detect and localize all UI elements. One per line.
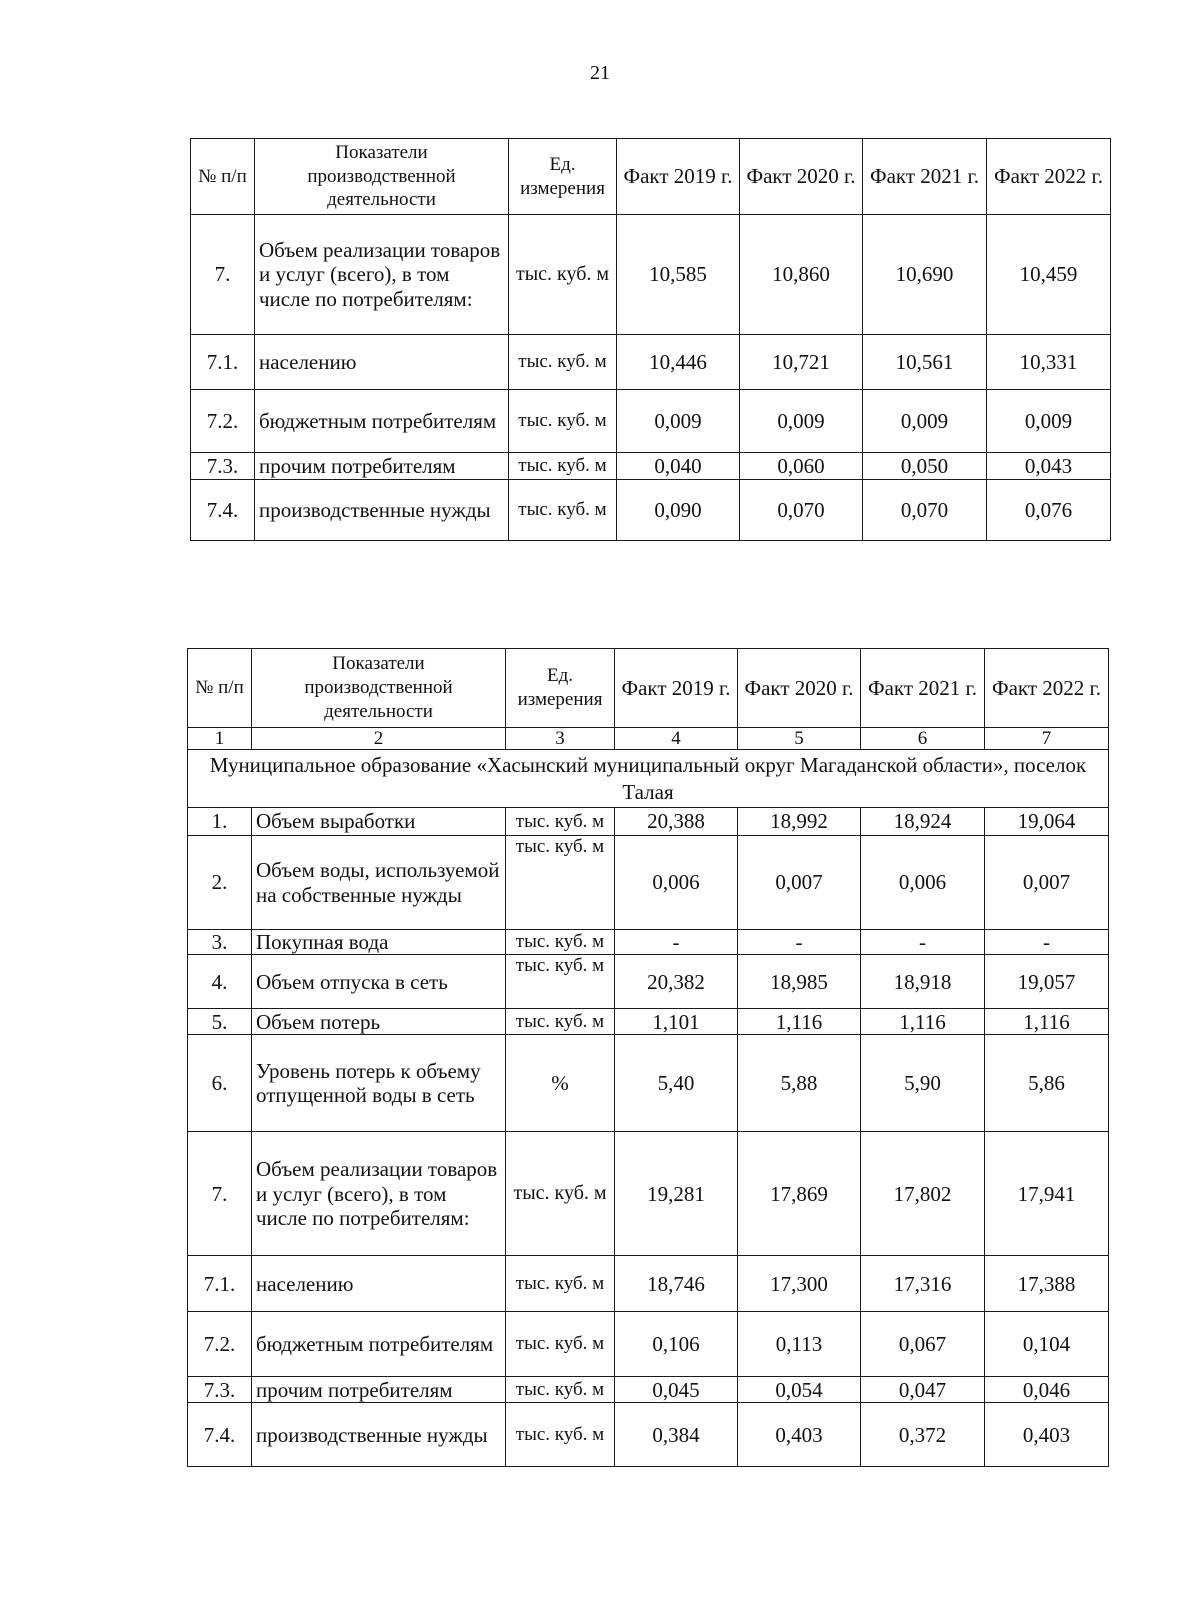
table-row [188,836,1109,930]
table-row [188,1377,1109,1403]
row-value-2022: 0,043 [987,453,1111,480]
row-unit: тыс. куб. м [509,480,617,541]
row-value-2019: 20,388 [615,808,738,836]
table-header-row [188,649,1109,728]
row-unit: тыс. куб. м [506,1256,615,1312]
table-row [191,453,1111,480]
row-name: Объем воды, используемой на собственные нужды [252,836,506,930]
header-year-2022: Факт 2022 г. [985,649,1109,728]
table-row [188,955,1109,1009]
row-num: 2. [188,836,252,930]
row-name: бюджетным потребителям [252,1312,506,1377]
row-unit: тыс. куб. м [506,930,615,955]
row-unit: тыс. куб. м [506,808,615,836]
row-num: 1. [188,808,252,836]
column-number: 6 [861,728,985,750]
row-value-2019: 0,090 [617,480,740,541]
row-num: 7.3. [188,1377,252,1403]
row-unit: тыс. куб. м [509,390,617,453]
row-unit: тыс. куб. м [506,1403,615,1467]
indicators-table-talaya [187,648,1109,1467]
row-value-2022: 19,064 [985,808,1109,836]
row-name: населению [255,335,509,390]
header-year-2021: Факт 2021 г. [863,139,987,215]
header-year-2019: Факт 2019 г. [615,649,738,728]
row-name: Объем потерь [252,1009,506,1035]
column-number: 1 [188,728,252,750]
column-number: 4 [615,728,738,750]
row-value-2019: 0,040 [617,453,740,480]
row-value-2021: 0,372 [861,1403,985,1467]
column-number: 5 [738,728,861,750]
row-value-2022: 5,86 [985,1035,1109,1132]
row-num: 7.1. [188,1256,252,1312]
table-row [188,1132,1109,1256]
row-value-2020: 5,88 [738,1035,861,1132]
header-indicator: Показатели производственной деятельности [255,139,509,215]
row-value-2019: 0,006 [615,836,738,930]
header-indicator: Показатели производственной деятельности [252,649,506,728]
row-value-2020: 10,860 [740,215,863,335]
row-value-2020: 17,300 [738,1256,861,1312]
row-value-2022: 0,104 [985,1312,1109,1377]
row-unit: тыс. куб. м [506,955,615,1009]
row-value-2019: 0,045 [615,1377,738,1403]
page-number: 21 [590,62,610,84]
row-value-2022: 0,403 [985,1403,1109,1467]
row-value-2019: - [615,930,738,955]
row-value-2021: 0,009 [863,390,987,453]
row-value-2021: 5,90 [861,1035,985,1132]
row-value-2021: 18,918 [861,955,985,1009]
row-name: производственные нужды [255,480,509,541]
row-value-2020: 17,869 [738,1132,861,1256]
row-value-2020: 0,060 [740,453,863,480]
row-value-2019: 5,40 [615,1035,738,1132]
row-value-2020: 10,721 [740,335,863,390]
table-row [188,1009,1109,1035]
header-unit: Ед. измерения [509,139,617,215]
row-name: Объем выработки [252,808,506,836]
section-title: Муниципальное образование «Хасынский муниципальный округ Магаданской области», поселок Талая [188,750,1109,808]
row-unit: тыс. куб. м [506,1132,615,1256]
row-value-2020: 0,054 [738,1377,861,1403]
row-num: 7.2. [188,1312,252,1377]
row-unit: тыс. куб. м [506,1312,615,1377]
row-unit: тыс. куб. м [506,1377,615,1403]
header-year-2020: Факт 2020 г. [740,139,863,215]
column-number: 3 [506,728,615,750]
header-unit: Ед. измерения [506,649,615,728]
row-name: Объем реализации товаров и услуг (всего), в том числе по потребителям: [252,1132,506,1256]
table-header-row [191,139,1111,215]
row-num: 7.3. [191,453,255,480]
row-name: Уровень потерь к объему отпущенной воды в сеть [252,1035,506,1132]
row-num: 7. [191,215,255,335]
row-num: 7. [188,1132,252,1256]
row-value-2021: 0,047 [861,1377,985,1403]
row-name: производственные нужды [252,1403,506,1467]
row-unit: тыс. куб. м [506,1009,615,1035]
row-value-2022: 19,057 [985,955,1109,1009]
row-value-2021: - [861,930,985,955]
row-name: Объем реализации товаров и услуг (всего), в том числе по потребителям: [255,215,509,335]
row-value-2020: 18,985 [738,955,861,1009]
table-row [191,390,1111,453]
row-name: населению [252,1256,506,1312]
row-value-2020: 0,007 [738,836,861,930]
row-value-2021: 17,316 [861,1256,985,1312]
table-row [188,808,1109,836]
row-value-2020: 0,070 [740,480,863,541]
row-unit: тыс. куб. м [509,453,617,480]
table-row [188,1312,1109,1377]
row-value-2022: 0,076 [987,480,1111,541]
row-value-2019: 0,106 [615,1312,738,1377]
row-value-2021: 0,070 [863,480,987,541]
row-value-2022: 0,046 [985,1377,1109,1403]
row-unit: тыс. куб. м [509,335,617,390]
row-value-2021: 18,924 [861,808,985,836]
header-num: № п/п [191,139,255,215]
row-value-2022: 17,388 [985,1256,1109,1312]
header-year-2022: Факт 2022 г. [987,139,1111,215]
row-value-2019: 0,009 [617,390,740,453]
column-number: 2 [252,728,506,750]
row-value-2021: 10,561 [863,335,987,390]
table-row [188,930,1109,955]
row-unit: % [506,1035,615,1132]
header-year-2020: Факт 2020 г. [738,649,861,728]
row-unit: тыс. куб. м [506,836,615,930]
section-row [188,750,1109,808]
row-value-2022: 0,009 [987,390,1111,453]
row-value-2022: 0,007 [985,836,1109,930]
row-value-2020: 0,403 [738,1403,861,1467]
row-num: 7.4. [191,480,255,541]
row-num: 6. [188,1035,252,1132]
row-value-2021: 17,802 [861,1132,985,1256]
header-year-2019: Факт 2019 г. [617,139,740,215]
row-value-2021: 0,067 [861,1312,985,1377]
table-row [188,1256,1109,1312]
row-name: бюджетным потребителям [255,390,509,453]
table-row [188,1403,1109,1467]
row-num: 4. [188,955,252,1009]
table-row [191,480,1111,541]
row-value-2019: 10,446 [617,335,740,390]
header-num: № п/п [188,649,252,728]
row-value-2019: 1,101 [615,1009,738,1035]
row-value-2021: 0,050 [863,453,987,480]
table-row [191,215,1111,335]
row-value-2019: 0,384 [615,1403,738,1467]
table-row [191,335,1111,390]
row-value-2022: 10,459 [987,215,1111,335]
row-value-2021: 1,116 [861,1009,985,1035]
row-name: прочим потребителям [255,453,509,480]
row-value-2021: 10,690 [863,215,987,335]
row-num: 7.4. [188,1403,252,1467]
header-year-2021: Факт 2021 г. [861,649,985,728]
row-unit: тыс. куб. м [509,215,617,335]
row-name: Объем отпуска в сеть [252,955,506,1009]
row-value-2021: 0,006 [861,836,985,930]
row-value-2020: 1,116 [738,1009,861,1035]
row-value-2020: 0,113 [738,1312,861,1377]
row-value-2022: 10,331 [987,335,1111,390]
row-value-2020: - [738,930,861,955]
row-value-2022: 17,941 [985,1132,1109,1256]
row-value-2022: - [985,930,1109,955]
column-number-row [188,728,1109,750]
table-row [188,1035,1109,1132]
row-value-2019: 20,382 [615,955,738,1009]
indicators-table-continued [190,138,1111,541]
row-name: прочим потребителям [252,1377,506,1403]
column-number: 7 [985,728,1109,750]
row-name: Покупная вода [252,930,506,955]
row-value-2019: 18,746 [615,1256,738,1312]
row-value-2020: 18,992 [738,808,861,836]
row-value-2019: 10,585 [617,215,740,335]
row-num: 7.1. [191,335,255,390]
row-num: 5. [188,1009,252,1035]
row-value-2019: 19,281 [615,1132,738,1256]
row-num: 3. [188,930,252,955]
row-value-2020: 0,009 [740,390,863,453]
row-num: 7.2. [191,390,255,453]
row-value-2022: 1,116 [985,1009,1109,1035]
